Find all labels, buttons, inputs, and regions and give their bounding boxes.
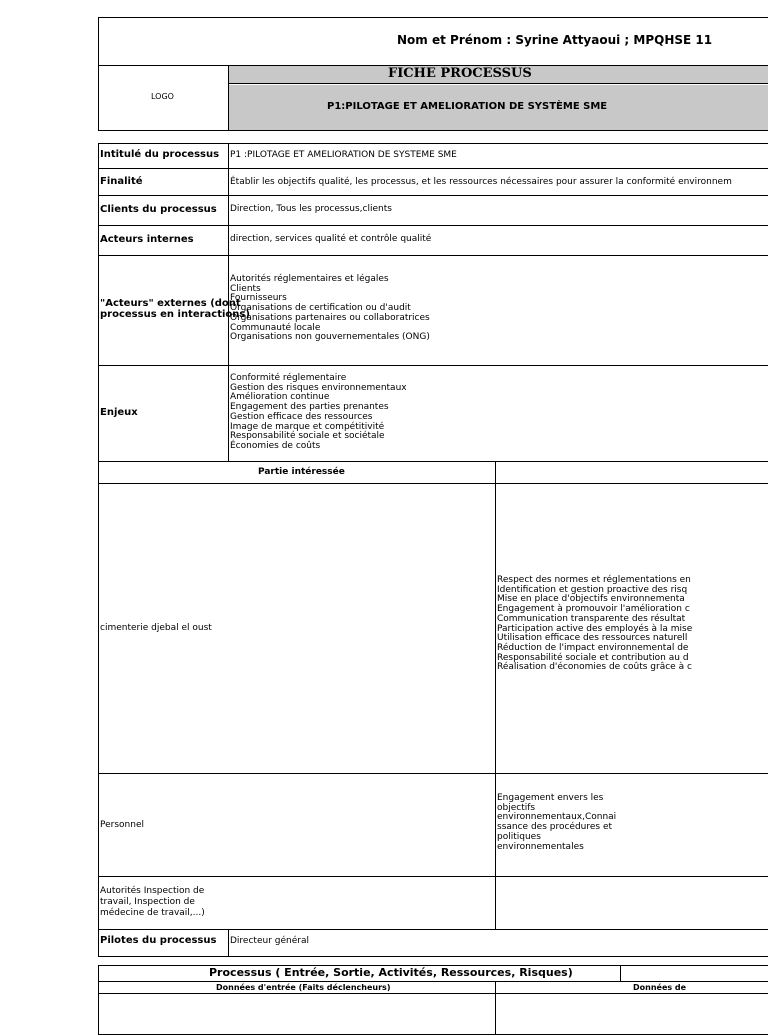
row-line: [98, 993, 768, 994]
row-line: [98, 483, 768, 484]
clients-value: Direction, Tous les processus,clients: [230, 204, 392, 214]
row-line: [98, 876, 768, 877]
clients-label: Clients du processus: [100, 204, 217, 215]
processus-title: Processus ( Entrée, Sortie, Activités, Ressources, Risques): [209, 966, 573, 979]
intitule-label: Intitulé du processus: [100, 149, 220, 160]
fiche-title: FICHE PROCESSUS: [388, 66, 532, 81]
entree-header: Données d'entrée (Faits déclencheurs): [216, 983, 391, 992]
finalite-value: Établir les objectifs qualité, les processus, et les ressources nécessaires pour assurer la conformité environnem: [230, 177, 732, 187]
partie-name: Personnel: [100, 820, 144, 830]
name-line: Nom et Prénom : Syrine Attyaoui ; MPQHSE 11: [397, 33, 713, 47]
enjeux-label: Enjeux: [100, 407, 138, 418]
partie-name: cimenterie djebal el oust: [100, 623, 212, 633]
partie-name: Autorités Inspection de travail, Inspection de médecine de travail,...): [100, 886, 205, 918]
row-line: [98, 225, 768, 226]
parties-col-divider: [495, 461, 496, 930]
row-line: [98, 195, 768, 196]
pilotes-col-divider: [228, 929, 229, 957]
sortie-header: Données de: [633, 983, 687, 992]
row-line: [98, 929, 768, 930]
row-line: [98, 255, 768, 256]
row-line: [98, 168, 768, 169]
row-line: [98, 981, 768, 982]
acteurs-externes-label-1: "Acteurs" externes (dont: [100, 298, 241, 309]
pilotes-value: Directeur général: [230, 936, 309, 946]
partie-expectations: Engagement envers les objectifs environnementaux,Connai ssance des procédures et politiques environnementales: [497, 793, 617, 852]
enjeux-value: Conformité réglementaire Gestion des risques environnementaux Amélioration continue Engagement des parties prenantes Gestion efficace des ressources Image de marque et compétitivité Responsabilité sociale et sociétale Économies de coûts: [230, 373, 407, 451]
row-line: [98, 461, 768, 462]
processus-col-divider: [495, 981, 496, 1035]
row-line: [98, 365, 768, 366]
acteurs-internes-value: direction, services qualité et contrôle qualité: [230, 234, 432, 244]
intitule-value: P1 :PILOTAGE ET AMELIORATION DE SYSTEME SME: [230, 150, 457, 160]
logo-placeholder: LOGO: [151, 92, 174, 101]
finalite-label: Finalité: [100, 176, 143, 187]
acteurs-externes-value: Autorités réglementaires et légales Clients Fournisseurs Organisations de certification ou d'audit Organisations partenaires ou collaboratrices Communauté locale Organisations non gouvernementales (ONG): [230, 274, 430, 343]
partie-expectations: Respect des normes et réglementations en Identification et gestion proactive des risq Mise en place d'objectifs environnementa Engagement à promouvoir l'amélioration c Communication transparente des résultat Participation active des employés à la mise Utilisation efficace des ressources naturell Réduction de l'impact environnemental de Responsabilité sociale et contribution au d Réalisation d'économies de coûts grâce à c: [497, 575, 693, 673]
parties-header: Partie intéressée: [258, 467, 345, 477]
acteurs-internes-label: Acteurs internes: [100, 234, 194, 245]
row-line: [98, 773, 768, 774]
processus-col-divider: [620, 965, 621, 981]
info-table: [98, 143, 768, 957]
pilotes-label: Pilotes du processus: [100, 935, 217, 946]
acteurs-externes-label-2: processus en interactions): [100, 309, 250, 320]
process-title: P1:PILOTAGE ET AMELIORATION DE SYSTÈME SME: [327, 101, 608, 112]
